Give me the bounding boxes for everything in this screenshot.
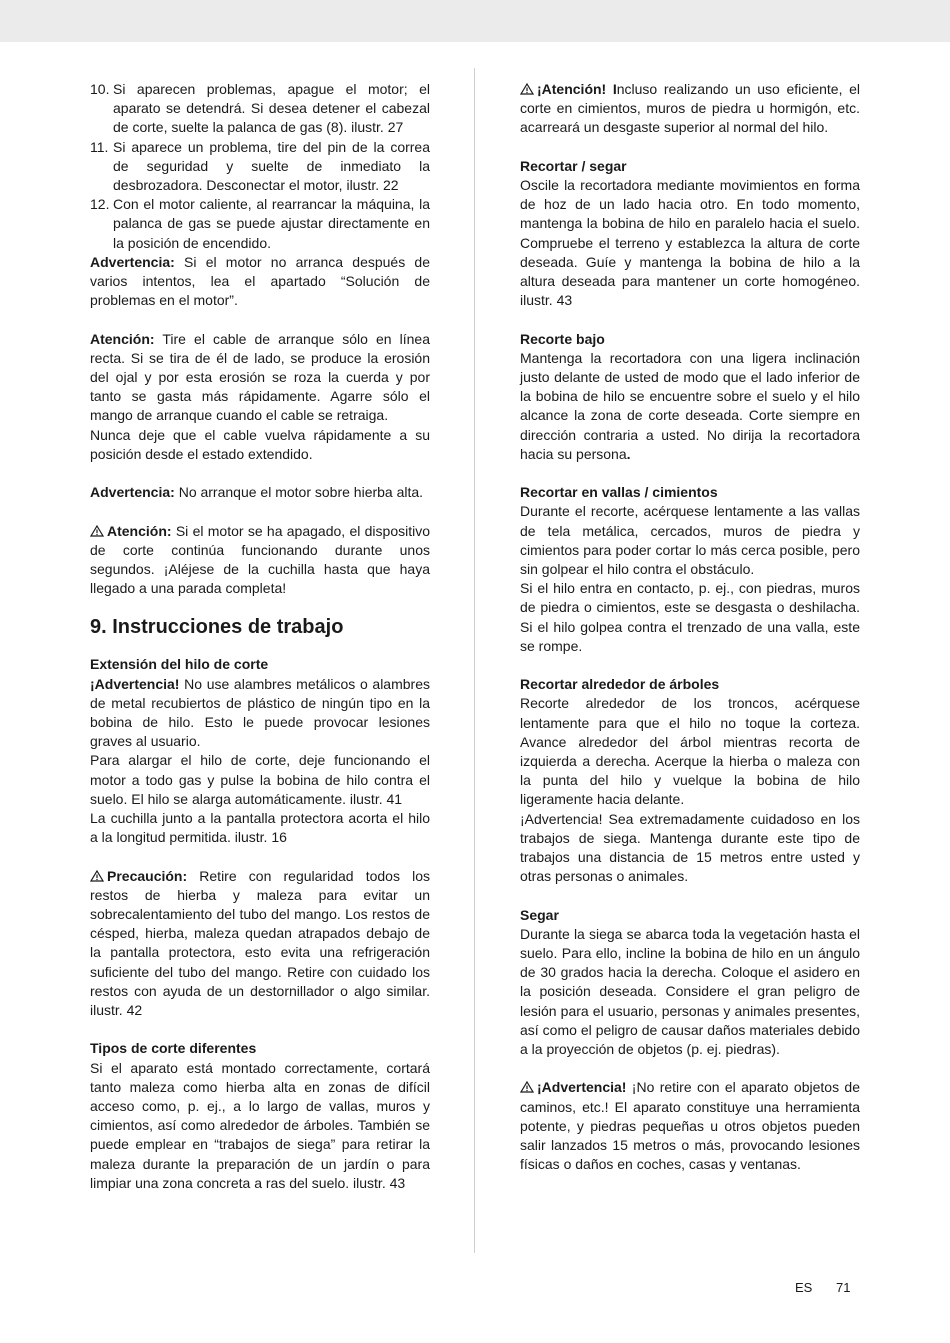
subsection-heading (90, 1039, 430, 1058)
list-item (90, 80, 430, 138)
page-number: 71 (836, 1280, 851, 1295)
subsection-heading (520, 483, 860, 502)
cable-note: Nunca deje que el cable vuelva rápidamente a su posición desde el estado extendido. (90, 426, 430, 462)
attention-label: ¡Atención! I (537, 81, 617, 97)
warning-text: No use alambres metálicos o alambres de metal recubiertos de plástico de ningún tipo en la bobina de hilo. Esto le puede provocar lesiones graves al usuario. (90, 675, 430, 750)
types-paragraph: Si el aparato está montado correctamente, cortará tanto maleza como hierba alta en zonas de difícil acceso como, p. ej., a lo largo de vallas, muros y cimientos, así como alrededor de árboles. También se puede emplear en “trabajos de siega” para retirar la maleza durante la preparación de un jardín o para limpiar una zona concreta a ras del suelo. ilustr. 43 (90, 1059, 430, 1191)
caution-text: Retire con regularidad todos los restos de hierba y maleza para evitar un sobrecalentamiento del tubo del mango. Los restos de césped, hierba, maleza quedan atrapados debajo de la pantalla protectora, esto evita una refrigeración suficiente del tubo del mango. Retire con cuidado los restos con ayuda de un destornillador o algo similar. ilustr. 42 (90, 867, 430, 1019)
heading-text: Recortar en vallas / cimientos (520, 484, 718, 501)
heading-text: Tipos de corte diferentes (90, 1040, 257, 1057)
list-item (90, 138, 430, 196)
attention-text: Tire el cable de arranque sólo en línea recta. Si se tira de él de lado, se produce la erosión del ojal y por esta erosión se roza la cuerda y por tanto se gasta más rápidamente. Agarre sólo el mango de arranque cuando el cable se retraiga. (90, 330, 430, 424)
section-title: 9. Instrucciones de trabajo (90, 616, 344, 639)
warning-text: ¡No retire con el aparato objetos de caminos, etc.! El aparato constituye una herramienta potente, y piedras pequeñas u otros objetos pueden salir lanzados 15 metros o más, provocando lesiones físicas o daños en coches, casas y ventanas. (520, 1079, 860, 1173)
subsection-heading (520, 906, 860, 925)
warning-text: Si el motor no arranca después de varios intentos, lea el apartado “Solución de problemas en el motor”. (90, 253, 430, 309)
warning-label: Advertencia: (90, 253, 175, 270)
trees-warning-paragraph: ¡Advertencia! Sea extremadamente cuidadoso en los trabajos de siega. Mantenga durante este tipo de trabajos una distancia de 15 metros entre usted y otras personas o animales. (520, 810, 860, 885)
low-cut-paragraph (520, 349, 860, 464)
mow-paragraph: Durante la siega se abarca toda la vegetación hasta el suelo. Para ello, incline la bobina de hilo en un ángulo de 30 grados hacia la derecha. Coloque el asidero en la posición deseada. Considere el gran peligro de lesión para el usuario, personas y animales presentes, así como el peligro de causar daños materiales debido a la proyección de objetos (p. ej. piedras). (520, 925, 860, 1058)
subsection-heading (520, 330, 860, 349)
engine-start-warning (90, 253, 430, 311)
subsection-heading (90, 655, 430, 674)
cutting-device-attention (90, 522, 430, 599)
fences-paragraph: Durante el recorte, acérquese lentamente a las vallas de tela metálica, cercados, muros de piedra y cimientos para poder cortar lo más cerca posible, pero sin golpear el hilo contra el obstáculo. (520, 503, 860, 578)
objects-warning (520, 1078, 860, 1174)
extension-paragraph: Para alargar el hilo de corte, deje funcionando el motor a todo gas y pulse la bobina de hilo contra el suelo. El hilo se alarga automáticamente. ilustr. 41 (90, 752, 430, 807)
attention-text: Si el motor se ha apagado, el dispositivo de corte continúa funcionando durante unos segundos. ¡Aléjese de la cuchilla hasta que haya llegado a una parada completa! (90, 522, 430, 597)
footer-language: ES (795, 1280, 813, 1295)
heading-text: Recorte bajo (520, 330, 605, 347)
warning-triangle-icon (520, 83, 534, 95)
caution-label: Precaución: (107, 867, 188, 884)
wire-warning (90, 675, 430, 752)
step-number: 11. (90, 138, 109, 155)
heading-text: Recortar alrededor de árboles (520, 676, 720, 693)
line-wear-attention (520, 80, 860, 138)
fences-paragraph-2: Si el hilo entra en contacto, p. ej., con piedras, muros de piedra o cimientos, este se desgasta o deshilacha. Si el hilo golpea contra el trenzado de una valla, este se rompe. (520, 580, 860, 654)
warning-triangle-icon (520, 1081, 534, 1093)
step-list (90, 80, 430, 253)
warning-triangle-icon (90, 525, 104, 537)
list-item (90, 195, 430, 253)
warning-triangle-icon (90, 870, 104, 882)
warning-label: Advertencia: (90, 484, 175, 501)
step-number: 10. (90, 81, 110, 97)
top-header-band (0, 0, 950, 42)
tall-grass-warning (90, 483, 430, 502)
left-column (90, 80, 430, 1193)
attention-label: Atención: (107, 522, 172, 539)
warning-label: ¡Advertencia! (90, 675, 180, 692)
caution-paragraph (90, 867, 430, 1021)
step-text: Si aparecen problemas, apague el motor; el aparato se detendrá. Si desea detener el cabezal de corte, suelte la palanca de gas (8). ilustr. 27 (113, 81, 430, 136)
heading-text: Recortar / segar (520, 157, 627, 174)
step-text: Si aparece un problema, tire del pin de la correa de seguridad y suelte de inmediato la desbrozadora. Desconectar el motor, ilustr. 22 (113, 138, 430, 194)
starter-cable-attention (90, 330, 430, 426)
step-number: 12. (90, 196, 110, 213)
subsection-heading (520, 675, 860, 694)
heading-text: Extensión del hilo de corte (90, 656, 269, 673)
warning-text: No arranque el motor sobre hierba alta. (174, 484, 424, 501)
trim-paragraph: Oscile la recortadora mediante movimientos en forma de hoz de un lado hacia otro. En todo momento, mantenga la bobina de hilo en paralelo hacia el suelo. Compruebe el terreno y establezca la altura de corte deseada. Guíe y mantenga la bobina de hilo a la altura deseada para mantener un corte homogéneo. ilustr. 43 (520, 177, 860, 309)
column-divider (474, 68, 475, 1253)
step-text: Con el motor caliente, al rearrancar la máquina, la palanca de gas se puede ajustar directamente en la posición de encendido. (113, 196, 430, 251)
heading-text: Segar (520, 906, 559, 923)
warning-label: ¡Advertencia! (537, 1079, 627, 1096)
subsection-heading (520, 157, 860, 176)
attention-text: ncluso realizando un uso eficiente, el corte en cimientos, muros de piedra u hormigón, etc. acarreará un desgaste superior al normal del hilo. (520, 81, 860, 136)
low-cut-text: Mantenga la recortadora con una ligera inclinación justo delante de usted de modo que el lado inferior de la bobina de hilo se encuentre sobre el suelo y el hilo alcance la zona de corte deseada. Corte siempre en dirección contraria a usted. No dirija la recortadora hacia su persona (520, 349, 860, 462)
period-mark: . (626, 445, 631, 462)
right-column (520, 80, 860, 1174)
blade-paragraph: La cuchilla junto a la pantalla protectora acorta el hilo a la longitud permitida. ilustr. 16 (90, 810, 430, 846)
trees-paragraph: Recorte alrededor de los troncos, acérquese lentamente para que el hilo no toque la corteza. Avance alrededor del árbol mientras recorta de izquierda a derecha. Acerque la hierba o maleza con la punta del hilo y vuelque la bobina de hilo ligeramente hacia delante. (520, 695, 860, 808)
attention-label: Atención: (90, 330, 155, 347)
